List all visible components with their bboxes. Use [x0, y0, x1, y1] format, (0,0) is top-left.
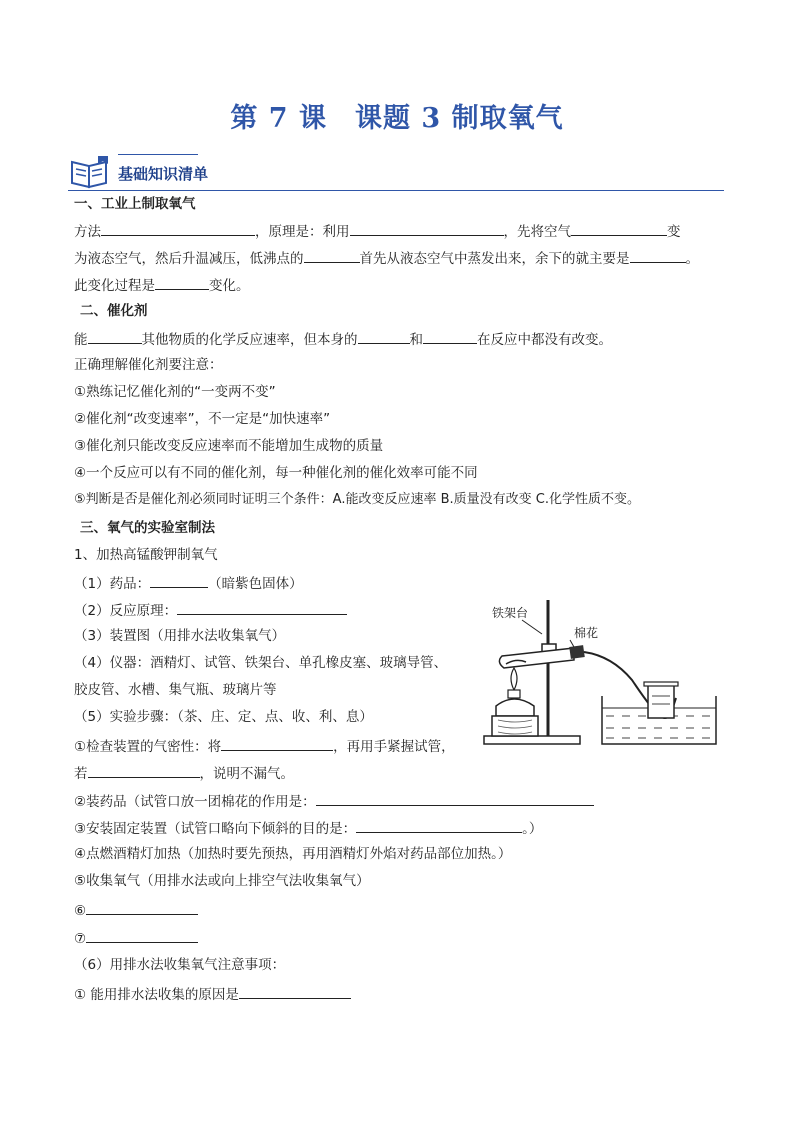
s3-step4: ④点燃酒精灯加热（加热时要先预热，再用酒精灯外焰对药品部位加热。）	[74, 846, 512, 862]
s3-item5: （5）实验步骤：（茶、庄、定、点、收、利、息）	[74, 709, 373, 725]
s3-step3: ③安装固定装置（试管口略向下倾斜的目的是： 。）	[74, 818, 542, 838]
s3-step1b: 若 ，说明不漏气。	[74, 763, 294, 783]
s2-intro: 正确理解催化剂要注意：	[74, 357, 223, 373]
s3-step6: ⑥	[74, 900, 198, 920]
s3-item1: （1）药品： （暗紫色固体）	[74, 573, 303, 593]
s2-heading: 二、催化剂	[80, 303, 148, 319]
s2-point-4: ④一个反应可以有不同的催化剂，每一种催化剂的催化效率可能不同	[74, 465, 478, 481]
s3-step5: ⑤收集氧气（用排水法或向上排空气法收集氧气）	[74, 873, 370, 889]
s1-heading: 一、工业上制取氧气	[74, 196, 196, 212]
s2-point-5: ⑤判断是否是催化剂必须同时证明三个条件：A.能改变反应速率 B.质量没有改变 C.化学性质不变。	[74, 492, 640, 507]
s3-sub1: 1、加热高锰酸钾制氧气	[74, 547, 218, 563]
s1-line2: 为液态空气，然后升温减压，低沸点的 首先从液态空气中蒸发出来，余下的就主要是 。	[74, 248, 699, 268]
label-iron-stand: 铁架台	[492, 606, 529, 620]
label-cotton: 棉花	[574, 626, 599, 640]
s3-step2: ②装药品（试管口放一团棉花的作用是：	[74, 791, 594, 811]
s3-note1: ① 能用排水法收集的原因是	[74, 984, 351, 1004]
s3-item6: （6）用排水法收集氧气注意事项：	[74, 957, 286, 973]
s3-heading: 三、氧气的实验室制法	[80, 520, 215, 536]
s3-item2: （2）反应原理：	[74, 600, 347, 620]
s3-item4b: 胶皮管、水槽、集气瓶、玻璃片等	[74, 682, 277, 698]
s3-item3: （3）装置图（用排水法收集氧气）	[74, 628, 286, 644]
s3-item4a: （4）仪器：酒精灯、试管、铁架台、单孔橡皮塞、玻璃导管、	[74, 655, 448, 671]
s2-point-2: ②催化剂“改变速率”，不一定是“加快速率”	[74, 411, 331, 427]
book-icon	[68, 154, 112, 190]
s1-line1: 方法 ，原理是：利用 ，先将空气 变	[74, 221, 681, 241]
s2-point-3: ③催化剂只能改变反应速率而不能增加生成物的质量	[74, 438, 384, 454]
s2-point-1: ①熟练记忆催化剂的“一变两不变”	[74, 384, 276, 400]
section-banner	[68, 150, 724, 192]
banner-label: 基础知识清单	[118, 165, 209, 183]
apparatus-figure	[482, 598, 728, 750]
s1-line3: 此变化过程是 变化。	[74, 275, 250, 295]
page-title: 第 7 课 课题 3 制取氧气	[230, 103, 564, 134]
s3-step7: ⑦	[74, 928, 198, 948]
s3-step1a: ①检查装置的气密性：将 ，再用手紧握试管，	[74, 736, 455, 756]
s2-line1: 能 其他物质的化学反应速率，但本身的 和 在反应中都没有改变。	[74, 329, 612, 349]
